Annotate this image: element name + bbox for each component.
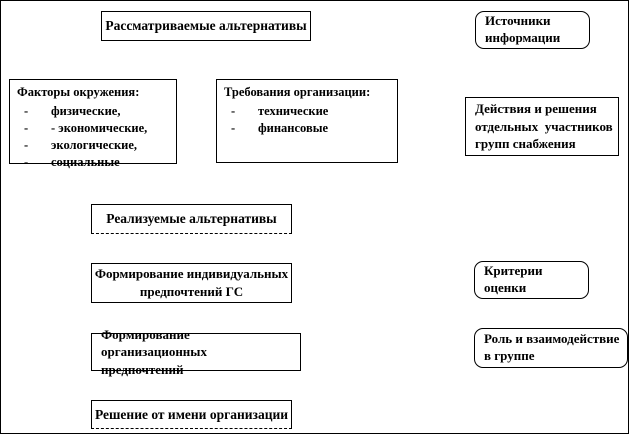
box-group-role-interaction-line: Роль и взаимодействие [484,331,620,347]
box-organization-requirements-title: Требования организации: [224,85,371,99]
box-environment-factors-title: Факторы окружения: [17,85,140,99]
box-organizational-preferences-line: предпочтений [101,361,184,377]
list-item [17,155,172,170]
box-participants-actions-line: Действия и решения [475,101,597,117]
list-item-label: технические [258,104,329,118]
box-individual-preferences-line: предпочтений ГС [139,284,244,299]
list-item-label: - экономические, [51,121,148,135]
box-participants-actions [465,97,619,156]
list-item [17,138,172,153]
box-group-role-interaction-line: в группе [484,348,535,363]
box-individual-preferences-line: Формирование индивидуальных [94,266,289,282]
box-evaluation-criteria-line: оценки [484,280,527,295]
box-evaluation-criteria-line: Критерии [484,263,543,279]
box-organization-decision-label: Решение от имени организации [94,406,289,422]
list-item-label: экологические, [51,138,138,152]
box-considered-alternatives [101,11,311,41]
list-item-label: физические, [51,104,121,118]
box-information-sources-line: информации [485,30,561,45]
dash-bullet: - [24,121,29,135]
list-item [17,104,172,119]
box-information-sources [475,11,590,49]
box-participants-actions-line: отдельных участников [475,118,613,134]
box-information-sources-line: Источники [485,13,551,29]
list-item-label: финансовые [258,121,329,135]
box-realizable-alternatives-label: Реализуемые альтернативы [106,211,277,227]
dash-bullet: - [24,104,29,118]
box-group-role-interaction [474,328,628,368]
box-realizable-alternatives [91,204,292,234]
box-organizational-preferences-line: Формирование организационных [101,326,207,360]
dash-bullet: - [231,121,236,135]
list-item [17,121,172,136]
box-individual-preferences [91,263,292,303]
dash-bullet: - [24,138,29,152]
box-evaluation-criteria [474,261,589,299]
box-participants-actions-line: групп снабжения [475,136,576,152]
box-considered-alternatives-label: Рассматриваемые альтернативы [105,18,307,34]
box-environment-factors [9,79,177,169]
dash-bullet: - [24,155,29,169]
box-organization-decision [91,400,292,429]
box-organization-requirements [216,79,398,163]
box-organizational-preferences [91,326,301,377]
list-item-label: социальные [51,155,120,169]
dash-bullet: - [231,104,236,118]
list-item [224,121,393,136]
list-item [224,104,393,119]
